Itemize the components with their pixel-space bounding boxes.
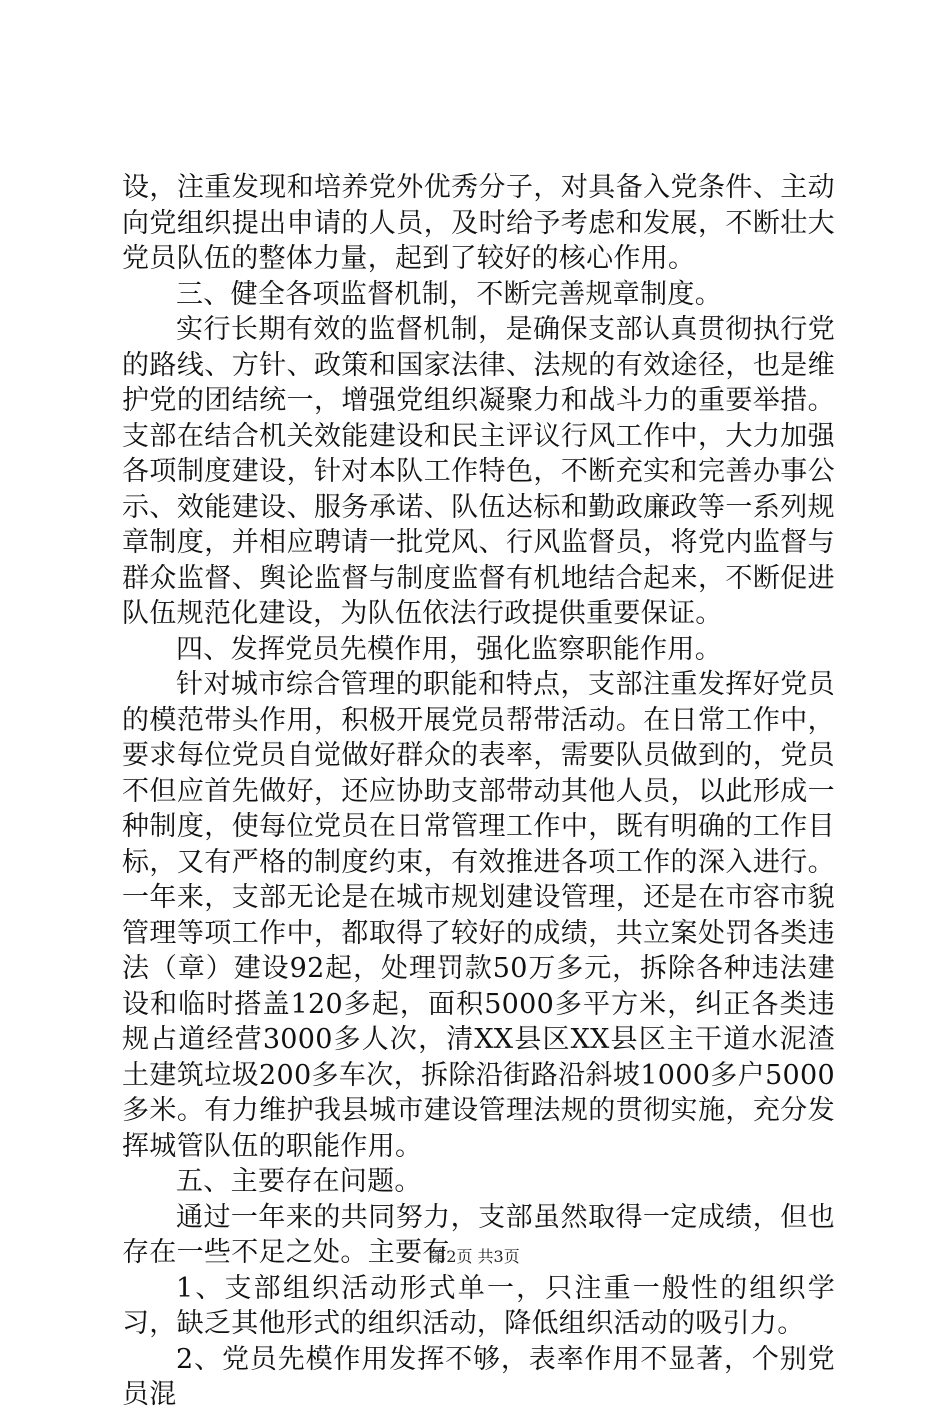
section-heading: 四、发挥党员先模作用，强化监察职能作用。 bbox=[176, 633, 722, 665]
paragraph: 实行长期有效的监督机制，是确保支部认真贯彻执行党的路线、方针、政策和国家法律、法规的有效途径，也是维护党的团结统一，增强党组织凝聚力和战斗力的重要举措。支部在结合机关效能建设和民主评议行风工作中，大力加强各项制度建设，针对本队工作特色，不断充实和完善办事公示、效能建设、服务承诺、队伍达标和勤政廉政等一系列规章制度，并相应聘请一批党风、行风监督员，将党内监督与群众监督、舆论监督与制度监督有机地结合起来，不断促进队伍规范化建设，为队伍依法行政提供重要保证。 bbox=[122, 314, 835, 629]
document-body bbox=[122, 170, 835, 1413]
section-heading: 五、主要存在问题。 bbox=[176, 1166, 422, 1197]
list-item: 1、支部组织活动形式单一，只注重一般性的组织学习，缺乏其他形式的组织活动，降低组织活动的吸引力。 bbox=[122, 1272, 835, 1339]
paragraph: 设，注重发现和培养党外优秀分子，对具备入党条件、主动向党组织提出申请的人员，及时给予考虑和发展，不断壮大党员队伍的整体力量，起到了较好的核心作用。 bbox=[122, 172, 835, 274]
list-item: 2、党员先模作用发挥不够，表率作用不显著，个别党员混 bbox=[122, 1343, 835, 1410]
section-heading: 三、健全各项监督机制，不断完善规章制度。 bbox=[176, 278, 722, 310]
page-number-footer: 第2页 共3页 bbox=[430, 1247, 520, 1266]
paragraph: 针对城市综合管理的职能和特点，支部注重发挥好党员的模范带头作用，积极开展党员帮带活动。在日常工作中，要求每位党员自觉做好群众的表率，需要队员做到的，党员不但应首先做好，还应协助支部带动其他人员，以此形成一种制度，使每位党员在日常管理工作中，既有明确的工作目标，又有严格的制度约束，有效推进各项工作的深入进行。一年来，支部无论是在城市规划建设管理，还是在市容市貌管理等项工作中，都取得了较好的成绩，共立案处罚各类违法（章）建设92起，处理罚款50万多元，拆除各种违法建设和临时搭盖120多起，面积5000多平方米，纠正各类违规占道经营3000多人次，清XX县区XX县区主干道水泥渣土建筑垃圾200多车次，拆除沿街路沿斜坡1000多户5000多米。有力维护我县城市建设管理法规的贯彻实施，充分发挥城管队伍的职能作用。 bbox=[122, 669, 835, 1162]
paragraph: 通过一年来的共同努力，支部虽然取得一定成绩，但也存在一些不足之处。主要有 bbox=[122, 1201, 835, 1268]
